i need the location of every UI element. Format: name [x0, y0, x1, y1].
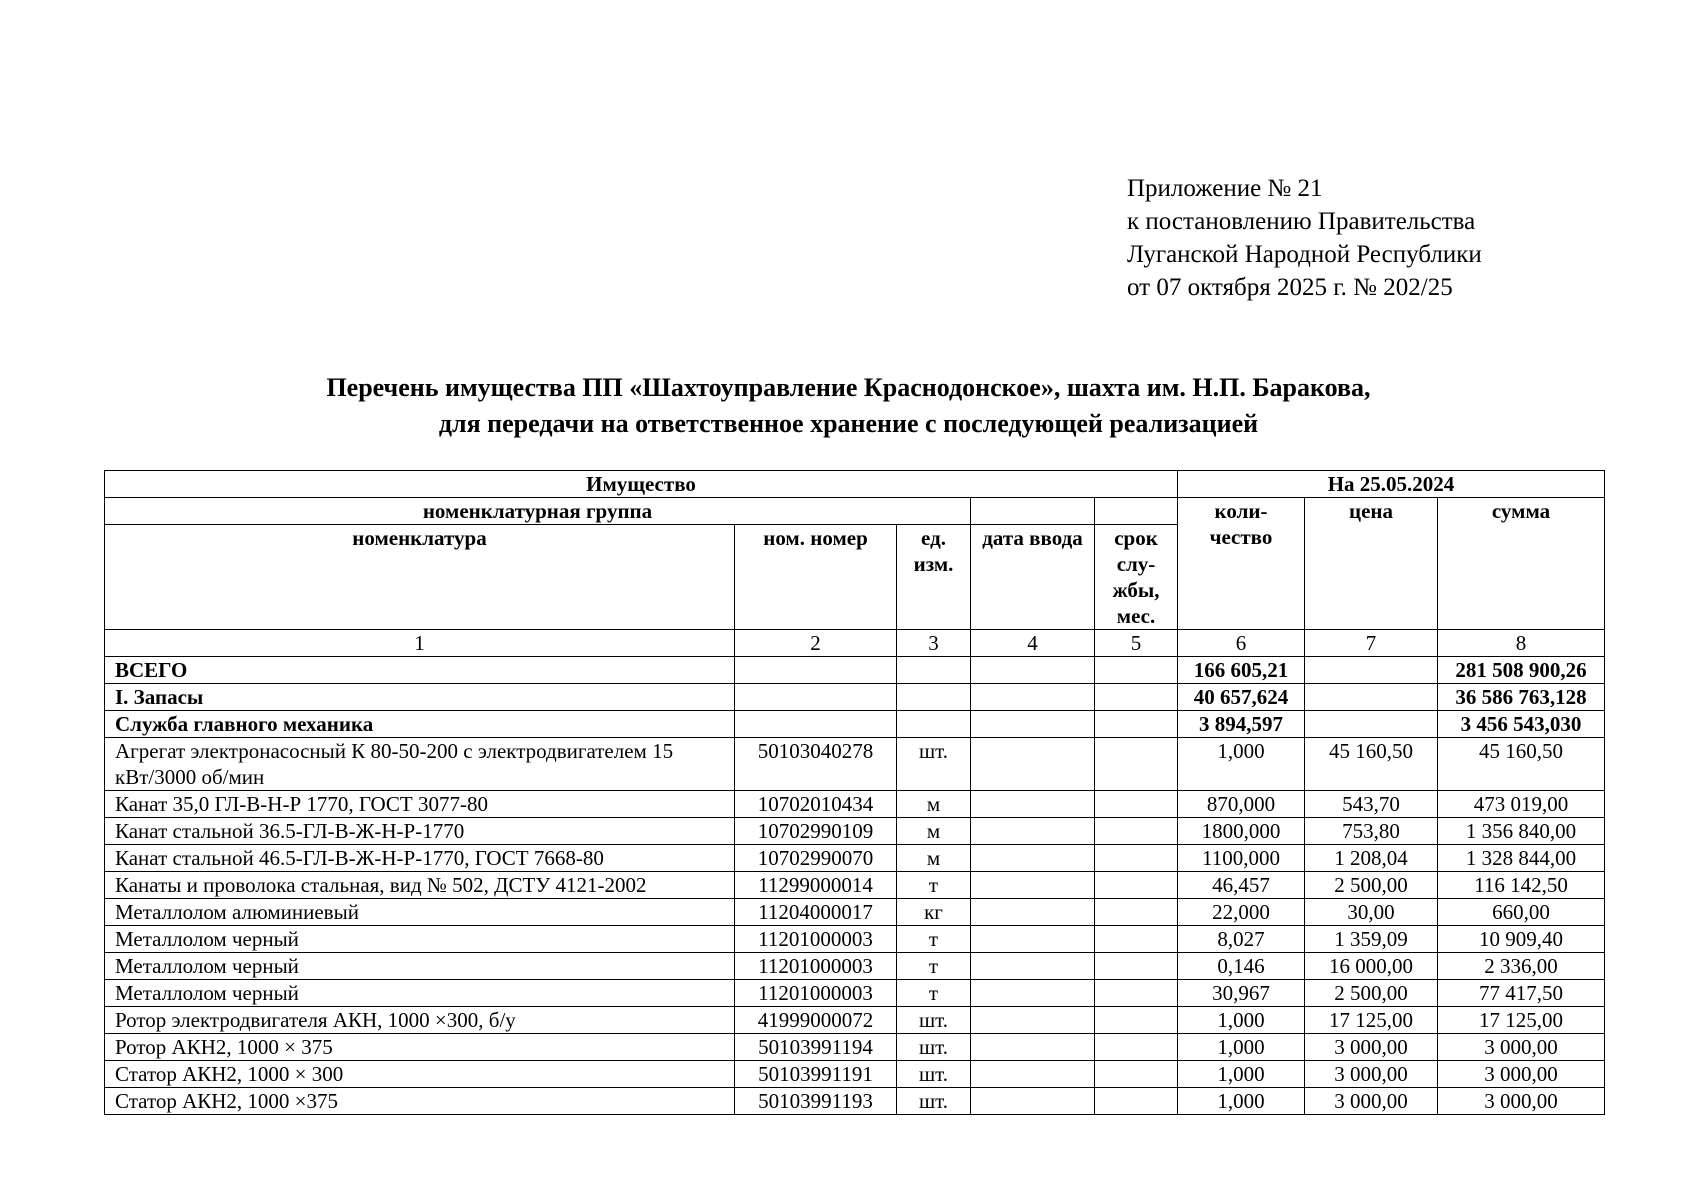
- item-quantity: 1100,000: [1178, 845, 1305, 872]
- item-unit: т: [897, 872, 971, 899]
- item-number: 11201000003: [735, 953, 897, 980]
- item-service-life: [1095, 980, 1178, 1007]
- item-price: 45 160,50: [1305, 738, 1438, 791]
- header-property: Имущество: [105, 471, 1178, 498]
- table-body: [105, 657, 1605, 1115]
- appendix-block: [1127, 172, 1482, 304]
- cell-empty: [735, 711, 897, 738]
- item-unit: м: [897, 791, 971, 818]
- total-sum: 36 586 763,128: [1438, 684, 1605, 711]
- item-date-in: [971, 872, 1095, 899]
- item-number: 41999000072: [735, 1007, 897, 1034]
- table-row: [105, 899, 1605, 926]
- item-number: 11204000017: [735, 899, 897, 926]
- item-name: Агрегат электронасосный К 80-50-200 с электродвигателем 15 кВт/3000 об/мин: [105, 738, 735, 791]
- item-sum: 1 328 844,00: [1438, 845, 1605, 872]
- item-price: 2 500,00: [1305, 872, 1438, 899]
- item-sum: 3 000,00: [1438, 1088, 1605, 1115]
- item-number: 10702010434: [735, 791, 897, 818]
- item-number: 10702990109: [735, 818, 897, 845]
- table-row: [105, 818, 1605, 845]
- item-price: 543,70: [1305, 791, 1438, 818]
- header-item-number: ном. номер: [735, 525, 897, 630]
- title-line-1: Перечень имущества ПП «Шахтоуправление Краснодонское», шахта им. Н.П. Баракова,: [326, 373, 1371, 402]
- header-empty: [971, 498, 1095, 525]
- item-service-life: [1095, 1034, 1178, 1061]
- item-service-life: [1095, 1007, 1178, 1034]
- item-sum: 1 356 840,00: [1438, 818, 1605, 845]
- item-sum: 10 909,40: [1438, 926, 1605, 953]
- appendix-line: к постановлению Правительства: [1127, 208, 1476, 235]
- table-row: [105, 926, 1605, 953]
- item-service-life: [1095, 818, 1178, 845]
- header-nomenclature-group: номенклатурная группа: [105, 498, 971, 525]
- item-quantity: 22,000: [1178, 899, 1305, 926]
- item-price: 1 359,09: [1305, 926, 1438, 953]
- table-row: [105, 738, 1605, 791]
- item-unit: шт.: [897, 1007, 971, 1034]
- item-quantity: 1,000: [1178, 1088, 1305, 1115]
- item-date-in: [971, 818, 1095, 845]
- item-service-life: [1095, 1061, 1178, 1088]
- header-nomenclature: номенклатура: [105, 525, 735, 630]
- item-date-in: [971, 738, 1095, 791]
- item-unit: т: [897, 926, 971, 953]
- item-date-in: [971, 926, 1095, 953]
- item-sum: 3 000,00: [1438, 1034, 1605, 1061]
- item-unit: шт.: [897, 738, 971, 791]
- header-sum: сумма: [1438, 498, 1605, 630]
- appendix-line: Луганской Народной Республики: [1127, 241, 1482, 268]
- col-number: 8: [1438, 630, 1605, 657]
- item-quantity: 30,967: [1178, 980, 1305, 1007]
- item-quantity: 1,000: [1178, 1007, 1305, 1034]
- header-row-2: [105, 498, 1605, 525]
- appendix-line: от 07 октября 2025 г. № 202/25: [1127, 274, 1453, 301]
- item-quantity: 46,457: [1178, 872, 1305, 899]
- col-number: 3: [897, 630, 971, 657]
- column-numbers-row: [105, 630, 1605, 657]
- item-price: 3 000,00: [1305, 1061, 1438, 1088]
- header-date-in: дата ввода: [971, 525, 1095, 630]
- cell-empty: [735, 684, 897, 711]
- cell-empty: [971, 684, 1095, 711]
- item-date-in: [971, 1007, 1095, 1034]
- header-row-1: [105, 471, 1605, 498]
- cell-empty: [1095, 657, 1178, 684]
- item-unit: шт.: [897, 1088, 971, 1115]
- item-service-life: [1095, 899, 1178, 926]
- item-price: 1 208,04: [1305, 845, 1438, 872]
- item-number: 11299000014: [735, 872, 897, 899]
- item-unit: м: [897, 845, 971, 872]
- cell-empty: [897, 684, 971, 711]
- cell-empty: [1305, 711, 1438, 738]
- total-quantity: 3 894,597: [1178, 711, 1305, 738]
- item-date-in: [971, 1034, 1095, 1061]
- cell-empty: [1095, 684, 1178, 711]
- cell-empty: [971, 711, 1095, 738]
- item-date-in: [971, 1088, 1095, 1115]
- item-unit: м: [897, 818, 971, 845]
- item-price: 16 000,00: [1305, 953, 1438, 980]
- total-sum: 3 456 543,030: [1438, 711, 1605, 738]
- item-price: 2 500,00: [1305, 980, 1438, 1007]
- item-unit: шт.: [897, 1034, 971, 1061]
- col-number: 4: [971, 630, 1095, 657]
- item-name: Канат стальной 36.5-ГЛ-В-Ж-Н-Р-1770: [105, 818, 735, 845]
- total-name: I. Запасы: [105, 684, 735, 711]
- item-number: 50103040278: [735, 738, 897, 791]
- total-row: [105, 684, 1605, 711]
- total-name: Служба главного механика: [105, 711, 735, 738]
- item-service-life: [1095, 1088, 1178, 1115]
- col-number: 7: [1305, 630, 1438, 657]
- item-name: Ротор электродвигателя АКН, 1000 ×300, б/у: [105, 1007, 735, 1034]
- item-price: 30,00: [1305, 899, 1438, 926]
- cell-empty: [1305, 657, 1438, 684]
- item-price: 3 000,00: [1305, 1088, 1438, 1115]
- item-quantity: 1800,000: [1178, 818, 1305, 845]
- cell-empty: [1305, 684, 1438, 711]
- header-service-life: срок слу-жбы, мес.: [1095, 525, 1178, 630]
- item-name: Статор АКН2, 1000 × 300: [105, 1061, 735, 1088]
- item-name: Ротор АКН2, 1000 × 375: [105, 1034, 735, 1061]
- document-title: [0, 370, 1697, 442]
- item-name: Статор АКН2, 1000 ×375: [105, 1088, 735, 1115]
- col-number: 5: [1095, 630, 1178, 657]
- item-quantity: 1,000: [1178, 1061, 1305, 1088]
- item-number: 50103991191: [735, 1061, 897, 1088]
- item-service-life: [1095, 926, 1178, 953]
- item-date-in: [971, 845, 1095, 872]
- item-service-life: [1095, 953, 1178, 980]
- item-sum: 77 417,50: [1438, 980, 1605, 1007]
- item-quantity: 0,146: [1178, 953, 1305, 980]
- header-as-of: На 25.05.2024: [1178, 471, 1605, 498]
- table-row: [105, 980, 1605, 1007]
- item-sum: 17 125,00: [1438, 1007, 1605, 1034]
- item-date-in: [971, 1061, 1095, 1088]
- item-unit: т: [897, 980, 971, 1007]
- item-name: Металлолом черный: [105, 926, 735, 953]
- item-name: Металлолом черный: [105, 980, 735, 1007]
- item-sum: 473 019,00: [1438, 791, 1605, 818]
- item-number: 50103991193: [735, 1088, 897, 1115]
- item-price: 17 125,00: [1305, 1007, 1438, 1034]
- item-number: 11201000003: [735, 980, 897, 1007]
- item-price: 3 000,00: [1305, 1034, 1438, 1061]
- item-number: 10702990070: [735, 845, 897, 872]
- item-date-in: [971, 953, 1095, 980]
- table-row: [105, 953, 1605, 980]
- item-quantity: 1,000: [1178, 1034, 1305, 1061]
- item-number: 11201000003: [735, 926, 897, 953]
- col-number: 1: [105, 630, 735, 657]
- cell-empty: [897, 657, 971, 684]
- item-quantity: 1,000: [1178, 738, 1305, 791]
- cell-empty: [1095, 711, 1178, 738]
- col-number: 6: [1178, 630, 1305, 657]
- total-row: [105, 657, 1605, 684]
- item-price: 753,80: [1305, 818, 1438, 845]
- table-row: [105, 872, 1605, 899]
- appendix-line: Приложение № 21: [1127, 175, 1323, 202]
- item-unit: шт.: [897, 1061, 971, 1088]
- total-name: ВСЕГО: [105, 657, 735, 684]
- col-number: 2: [735, 630, 897, 657]
- item-service-life: [1095, 845, 1178, 872]
- item-service-life: [1095, 738, 1178, 791]
- item-unit: кг: [897, 899, 971, 926]
- cell-empty: [735, 657, 897, 684]
- item-date-in: [971, 791, 1095, 818]
- item-number: 50103991194: [735, 1034, 897, 1061]
- total-row: [105, 711, 1605, 738]
- total-quantity: 40 657,624: [1178, 684, 1305, 711]
- table-row: [105, 1061, 1605, 1088]
- title-line-2: для передачи на ответственное хранение с последующей реализацией: [438, 409, 1259, 438]
- item-sum: 2 336,00: [1438, 953, 1605, 980]
- item-quantity: 8,027: [1178, 926, 1305, 953]
- item-date-in: [971, 899, 1095, 926]
- inventory-table: [104, 470, 1605, 1115]
- item-service-life: [1095, 791, 1178, 818]
- item-sum: 116 142,50: [1438, 872, 1605, 899]
- item-sum: 660,00: [1438, 899, 1605, 926]
- item-sum: 3 000,00: [1438, 1061, 1605, 1088]
- header-empty: [1095, 498, 1178, 525]
- table-row: [105, 791, 1605, 818]
- item-name: Металлолом алюминиевый: [105, 899, 735, 926]
- item-service-life: [1095, 872, 1178, 899]
- cell-empty: [897, 711, 971, 738]
- table-row: [105, 1088, 1605, 1115]
- total-sum: 281 508 900,26: [1438, 657, 1605, 684]
- header-unit: ед. изм.: [897, 525, 971, 630]
- item-quantity: 870,000: [1178, 791, 1305, 818]
- total-quantity: 166 605,21: [1178, 657, 1305, 684]
- header-price: цена: [1305, 498, 1438, 630]
- table-row: [105, 845, 1605, 872]
- item-name: Металлолом черный: [105, 953, 735, 980]
- item-sum: 45 160,50: [1438, 738, 1605, 791]
- table-row: [105, 1034, 1605, 1061]
- table-row: [105, 1007, 1605, 1034]
- item-unit: т: [897, 953, 971, 980]
- header-quantity: коли-чество: [1178, 498, 1305, 630]
- item-name: Канаты и проволока стальная, вид № 502, ДСТУ 4121-2002: [105, 872, 735, 899]
- cell-empty: [971, 657, 1095, 684]
- item-name: Канат 35,0 ГЛ-В-Н-Р 1770, ГОСТ 3077-80: [105, 791, 735, 818]
- item-date-in: [971, 980, 1095, 1007]
- item-name: Канат стальной 46.5-ГЛ-В-Ж-Н-Р-1770, ГОСТ 7668-80: [105, 845, 735, 872]
